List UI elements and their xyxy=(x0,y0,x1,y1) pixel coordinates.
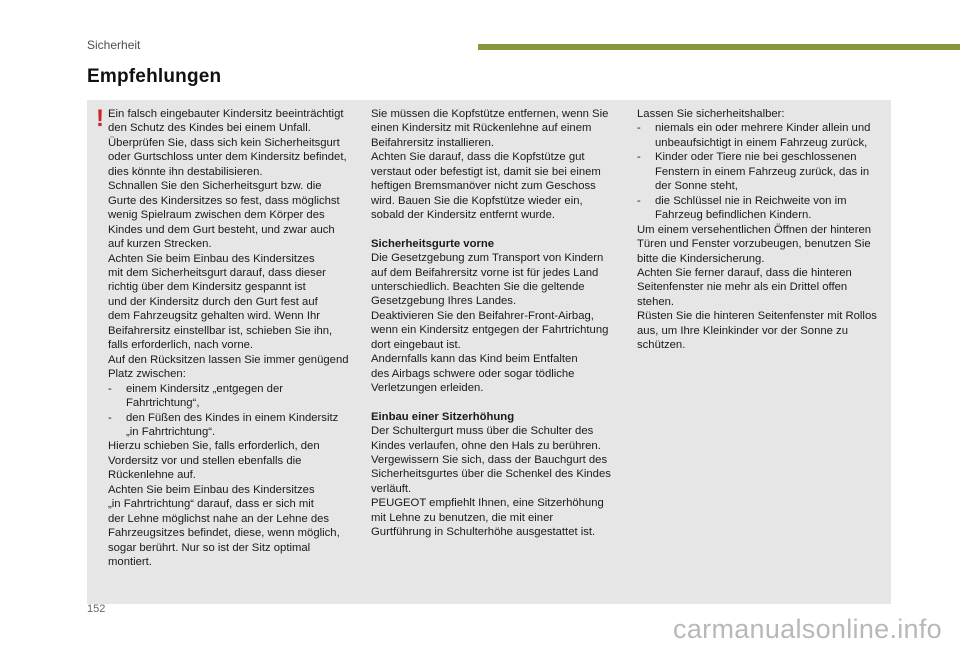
bullet-dash: - xyxy=(637,194,641,207)
watermark: carmanualsonline.info xyxy=(673,614,942,644)
col2-paragraph-1: Sie müssen die Kopfstütze entfernen, wenn Sie einen Kindersitz mit Rückenlehne auf einem Beifahrersitz installieren. Achten Sie darauf, dass die Kopfstütze gut verstaut oder befestigt ist, damit sie bei einem heftigen Bremsmanöver nicht zum Geschoss wird. Bauen Sie die Kopfstütze wieder ein, sobald der Kindersitz entfernt wurde. xyxy=(371,108,609,222)
bullet-text: niemals ein oder mehrere Kinder allein und unbeaufsichtigt in einem Fahrzeug zurück, xyxy=(655,122,871,149)
col2-paragraph-3: Der Schultergurt muss über die Schulter des Kindes verlaufen, ohne den Hals zu berühren. Vergewissern Sie sich, dass der Bauchgurt des Sicherheitsgurtes über die Schenkel des Kindes verläuft. PEUGEOT empfiehlt Ihnen, eine Sitzerhöhung mit Lehne zu benutzen, die mit einer Gurtführung in Schulterhöhe ausgestattet ist. xyxy=(371,425,611,539)
col1-paragraph-1: Ein falsch eingebauter Kindersitz beeinträchtigt den Schutz des Kindes bei einem Unfall. Überprüfen Sie, dass sich kein Sicherheitsgurt oder Gurtschloss unter dem Kindersitz befindet, dies könnte ihn destabilisieren. Schnallen Sie den Sicherheitsgurt bzw. die Gurte des Kindersitzes so fest, dass möglichst wenig Spielraum zwischen dem Körper des Kindes und dem Gurt besteht, und zwar auch auf kurzen Strecken. Achten Sie beim Einbau des Kindersitzes mit dem Sicherheitsgurt darauf, dass dieser richtig über dem Kindersitz gespannt ist und der Kindersitz durch den Gurt fest auf dem Fahrzeugsitz gehalten wird. Wenn Ihr Beifahrersitz einstellbar ist, schieben Sie ihn, falls erforderlich, nach vorne. Auf den Rücksitzen lassen Sie immer genügend Platz zwischen: xyxy=(108,108,349,381)
col3-paragraph-2: Um einem versehentlichen Öffnen der hinteren Türen und Fenster vorzubeugen, benutzen Sie bitte die Kindersicherung. Achten Sie ferner darauf, dass die hinteren Seitenfenster nie mehr als ein Drittel offen stehen. Rüsten Sie die hinteren Seitenfenster mit Rollos aus, um Ihre Kleinkinder vor der Sonne zu schützen. xyxy=(637,223,877,352)
page-title: Empfehlungen xyxy=(87,66,222,87)
column-1 xyxy=(108,107,356,570)
column-2 xyxy=(371,107,621,540)
bullet-text: einem Kindersitz „entgegen der Fahrtrichtung“, xyxy=(126,382,283,410)
bullet-dash: - xyxy=(637,151,641,164)
warning-icon: ! xyxy=(96,105,104,132)
header-accent-bar xyxy=(478,44,960,50)
heading-front-seatbelts: Sicherheitsgurte vorne xyxy=(371,237,495,250)
col1-bullet-1 xyxy=(108,382,356,411)
bullet-dash: - xyxy=(108,411,112,424)
page-number: 152 xyxy=(87,603,106,615)
bullet-dash: - xyxy=(637,122,641,135)
section-label: Sicherheit xyxy=(87,38,141,52)
col3-bullet-3 xyxy=(637,194,885,223)
col2-paragraph-2: Die Gesetzgebung zum Transport von Kindern auf dem Beifahrersitz vorne ist für jedes Land unterschiedlich. Beachten Sie die geltende Gesetzgebung Ihres Landes. Deaktivieren Sie den Beifahrer-Front-Airbag, wenn ein Kindersitz entgegen der Fahrtrichtung dort eingebaut ist. Andernfalls kann das Kind beim Entfalten des Airbags schwere oder sogar tödliche Verletzungen erleiden. xyxy=(371,252,609,395)
col3-bullet-1 xyxy=(637,121,885,150)
bullet-dash: - xyxy=(108,382,112,395)
col3-bullet-2 xyxy=(637,150,885,193)
col3-paragraph-1: Lassen Sie sicherheitshalber: xyxy=(637,108,785,120)
bullet-text: den Füßen des Kindes in einem Kindersitz „in Fahrtrichtung“. xyxy=(126,411,339,438)
heading-booster-seat: Einbau einer Sitzerhöhung xyxy=(371,410,515,423)
col1-paragraph-2: Hierzu schieben Sie, falls erforderlich, den Vordersitz vor und stellen ebenfalls die Rückenlehne auf. Achten Sie beim Einbau des Kindersitzes „in Fahrtrichtung“ darauf, dass er sich mit der Lehne möglichst nahe an der Lehne des Fahrzeugsitzes befindet, diese, wenn möglich, sogar berührt. Nur so ist der Sitz optimal montiert. xyxy=(108,440,340,569)
col1-bullet-2 xyxy=(108,411,356,440)
bullet-text: die Schlüssel nie in Reichweite von im Fahrzeug befindlichen Kindern. xyxy=(655,194,847,222)
bullet-text: Kinder oder Tiere nie bei geschlossenen Fenstern in einem Fahrzeug zurück, das in der Sonne steht, xyxy=(655,151,870,193)
column-3 xyxy=(637,107,885,353)
